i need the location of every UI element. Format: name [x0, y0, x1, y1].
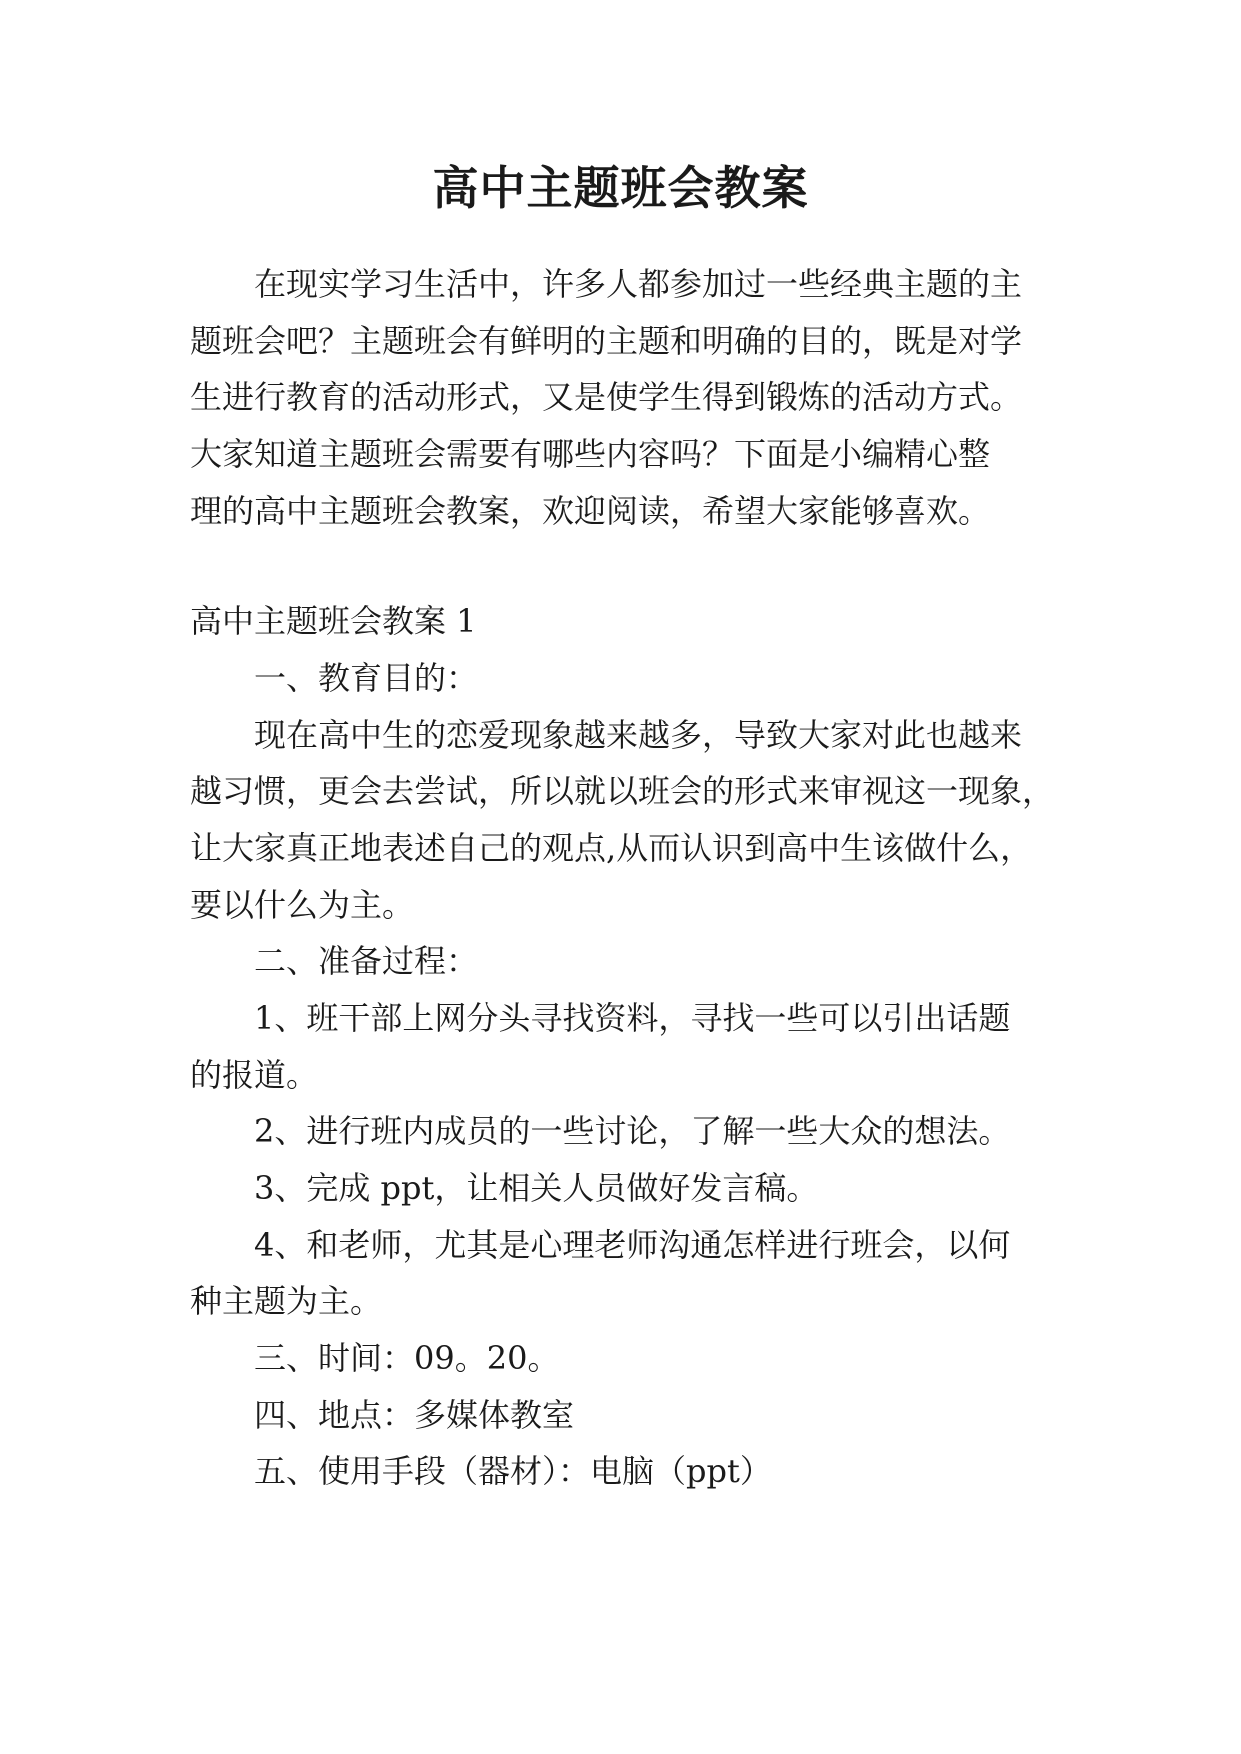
purpose-line-2: 越习惯，更会去尝试，所以就以班会的形式来审视这一现象， — [190, 772, 1055, 810]
time-line: 三、时间：09。20。 — [254, 1339, 560, 1377]
purpose-line-3: 让大家真正地表述自己的观点,从而认识到高中生该做什么， — [190, 829, 1033, 867]
intro-line-1: 在现实学习生活中，许多人都参加过一些经典主题的主 — [254, 265, 1023, 303]
intro-line-2: 题班会吧？主题班会有鲜明的主题和明确的目的，既是对学 — [190, 322, 1023, 360]
prep-line-1: 1、班干部上网分头寻找资料，寻找一些可以引出话题 — [254, 999, 1011, 1037]
document-title: 高中主题班会教案 — [432, 161, 809, 215]
section-heading: 高中主题班会教案 1 — [190, 602, 477, 640]
place-line: 四、地点：多媒体教室 — [254, 1396, 575, 1434]
prep-line-3: 2、进行班内成员的一些讨论，了解一些大众的想法。 — [254, 1112, 1011, 1150]
purpose-line-4: 要以什么为主。 — [190, 886, 415, 924]
prep-line-5: 4、和老师，尤其是心理老师沟通怎样进行班会，以何 — [254, 1226, 1011, 1264]
prep-line-6: 种主题为主。 — [190, 1282, 383, 1320]
prep-line-4: 3、完成 ppt，让相关人员做好发言稿。 — [254, 1169, 819, 1207]
intro-line-4: 大家知道主题班会需要有哪些内容吗？下面是小编精心整 — [190, 435, 991, 473]
intro-line-3: 生进行教育的活动形式，又是使学生得到锻炼的活动方式。 — [190, 378, 1023, 416]
purpose-heading: 一、教育目的： — [254, 659, 479, 697]
prep-line-2: 的报道。 — [190, 1056, 319, 1094]
tools-line: 五、使用手段（器材）：电脑（ppt） — [254, 1452, 772, 1490]
prep-heading: 二、准备过程： — [254, 942, 479, 980]
purpose-line-1: 现在高中生的恋爱现象越来越多，导致大家对此也越来 — [254, 716, 1023, 754]
intro-line-5: 理的高中主题班会教案，欢迎阅读，希望大家能够喜欢。 — [190, 492, 991, 530]
